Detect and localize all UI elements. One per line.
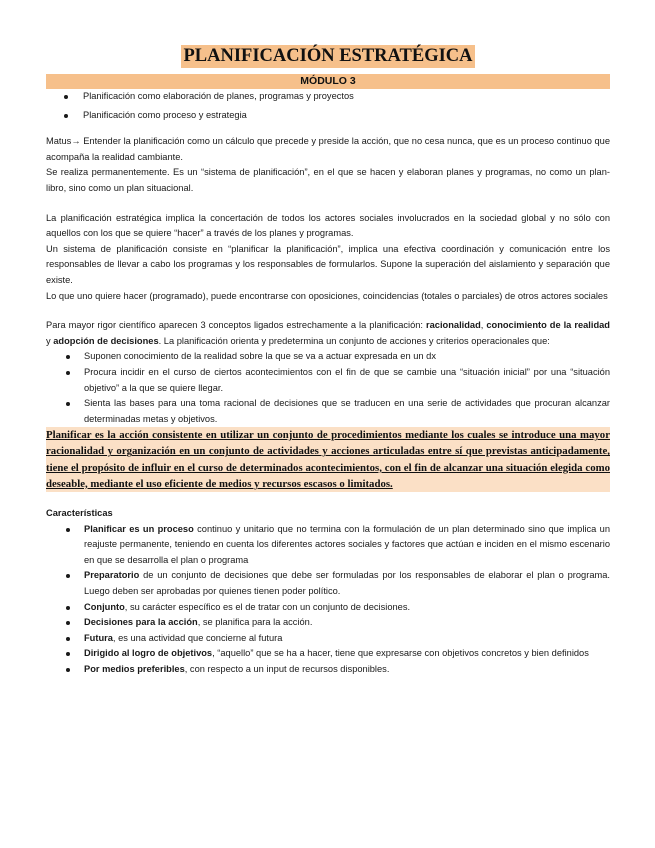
title-wrap: [46, 45, 610, 68]
characteristic-term: Conjunto: [84, 601, 125, 612]
characteristic-text: , “aquello” que se ha a hacer, tiene que expresarse con objetivos concretos y bien definidos: [212, 648, 589, 659]
characteristics-list: [46, 522, 610, 678]
characteristic-term: Planificar es un proceso: [84, 523, 194, 534]
characteristic-text: de un conjunto de decisiones que debe ser formuladas por los responsables de elaborar el plan o programa. Luego deben ser aprobadas por quienes tienen poder político.: [84, 570, 610, 597]
characteristic-text: , su carácter específico es el de tratar con un conjunto de decisiones.: [124, 601, 411, 612]
characteristic-term: Preparatorio: [84, 570, 140, 581]
characteristic-text: , se planifica para la acción.: [197, 617, 313, 628]
rigor-bold-1: racionalidad: [426, 320, 481, 331]
rigor-bold-3: adopción de decisiones: [53, 335, 159, 346]
characteristic-term: Decisiones para la acción: [84, 617, 198, 628]
characteristic-item: [46, 646, 610, 662]
page-title: PLANIFICACIÓN ESTRATÉGICA: [183, 46, 473, 66]
paragraph-rigor: [46, 318, 610, 349]
rigor-sep-1: ,: [480, 320, 487, 331]
criteria-bullet-2: Procura incidir en el curso de ciertos acontecimientos con el fin de que se cambie una “situación inicial” por una “situación objetivo” a la que se quiere llegar.: [46, 365, 610, 396]
characteristic-term: Por medios preferibles: [84, 664, 185, 675]
characteristic-term: Dirigido al logro de objetivos: [84, 648, 213, 659]
characteristic-item: [46, 600, 610, 616]
intro-bullet-1: Planificación como elaboración de planes, programas y proyectos: [46, 89, 610, 105]
highlighted-definition: Planificar es la acción consistente en utilizar un conjunto de procedimientos mediante los cuales se introduce una mayor racionalidad y organización en un conjunto de actividades y acciones articuladas entre sí que previstas anticipadamente, tiene el propósito de influir en el curso de determinados acontecimientos, con el fin de alcanzar una situación elegida como deseable, mediante el uso eficiente de medios y recursos escasos o limitados.: [46, 427, 610, 492]
criteria-bullet-3: Sienta las bases para una toma racional de decisiones que se traducen en una serie de actividades que procuran alcanzar determinadas metas y objetivos.: [46, 396, 610, 427]
characteristic-item: [46, 615, 610, 631]
rigor-end: . La planificación orienta y predetermina un conjunto de acciones y criterios operacionales que:: [158, 335, 550, 346]
characteristic-item: [46, 631, 610, 647]
characteristic-item: [46, 568, 610, 599]
characteristic-text: , con respecto a un input de recursos disponibles.: [184, 664, 390, 675]
rigor-start: Para mayor rigor científico aparecen 3 conceptos ligados estrechamente a la planificación:: [46, 320, 426, 331]
paragraph-sistema: Un sistema de planificación consiste en “planificar la planificación”, implica una efectiva coordinación y comunicación entre los responsables de llevar a cabo los programas y los responsables de formularlos. Supone la superación del aislamiento y separación que existe.: [46, 243, 610, 285]
paragraph-matus: Matus→ Entender la planificación como un cálculo que precede y preside la acción, que no cesa nunca, que es un proceso continuo que acompaña la realidad cambiante.: [46, 136, 610, 162]
rigor-bold-2: conocimiento de la realidad: [486, 320, 610, 331]
criteria-bullet-list: [46, 349, 610, 427]
intro-bullet-2: Planificación como proceso y estrategia: [46, 108, 610, 124]
characteristic-text: continuo y unitario que no termina con la formulación de un plan determinado sino que implica un reajuste permanente, teniendo en cuenta los diferentes actores sociales y factores que actúan e inciden en el mismo escenario en que se desarrolla el plan o programa: [84, 523, 610, 565]
paragraph-programado: Lo que uno quiere hacer (programado), puede encontrarse con oposiciones, coincidencias (totales o parciales) de otros actores sociales: [46, 290, 608, 301]
criteria-bullet-1: Suponen conocimiento de la realidad sobre la que se va a actuar expresada en un dx: [46, 349, 610, 365]
intro-bullet-list: [46, 89, 610, 123]
document-page: [46, 40, 610, 678]
module-heading: MÓDULO 3: [46, 74, 610, 89]
characteristic-text: , es una actividad que concierne al futura: [112, 632, 283, 643]
characteristic-term: Futura: [84, 632, 113, 643]
paragraph-permanente: Se realiza permanentemente. Es un “sistema de planificación”, en el que se hacen y elaboran planes y programas, no como un plan-libro, sino como un plan situacional.: [46, 167, 610, 193]
paragraph-concertacion: La planificación estratégica implica la concertación de todos los actores sociales involucrados en la sociedad global y no sólo con aquellos con los que se quiere “hacer” a través de los planes y programas.: [46, 212, 610, 239]
characteristic-item: [46, 522, 610, 569]
characteristic-item: [46, 662, 610, 678]
characteristics-heading: Características: [46, 508, 113, 519]
rigor-sep-2: y: [46, 335, 54, 346]
